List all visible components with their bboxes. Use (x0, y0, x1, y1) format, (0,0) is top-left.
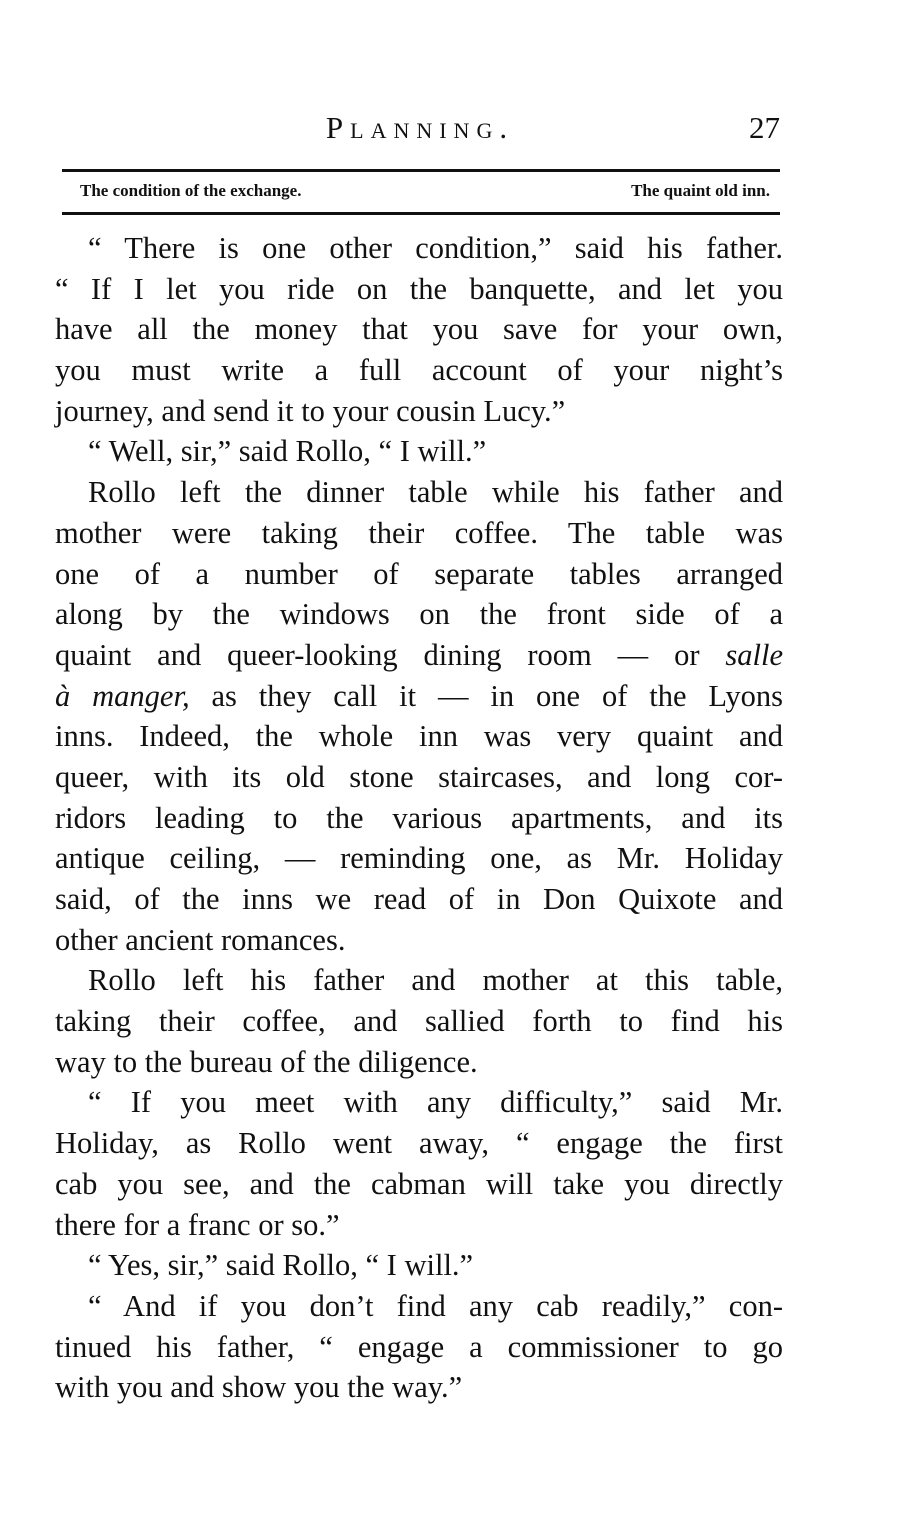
text-line: taking their coffee, and sallied forth to find his (55, 1004, 783, 1039)
text-line: Holiday, as Rollo went away, “ engage the first (55, 1126, 783, 1161)
text-line: have all the money that you save for your own, (55, 312, 783, 347)
text-line: other ancient romances. (55, 922, 346, 957)
text-segment: quaint and queer-looking dining room — or (55, 637, 700, 672)
text-line: queer, with its old stone staircases, and long cor- (55, 759, 783, 794)
text-line: said, of the inns we read of in Don Quixote and (55, 882, 783, 916)
header-rule-top (62, 169, 780, 172)
text-line: way to the bureau of the diligence. (55, 1044, 478, 1079)
text-line: you must write a full account of your night’s (55, 353, 783, 388)
text-line: tinued his father, “ engage a commissioner to go (55, 1329, 783, 1364)
side-notes (80, 178, 770, 204)
body-text (55, 228, 783, 1408)
text-line: one of a number of separate tables arranged (55, 556, 783, 591)
text-line: “ If you meet with any difficulty,” said Mr. (88, 1085, 783, 1120)
text-line: there for a franc or so.” (55, 1207, 340, 1242)
text-line: cab you see, and the cabman will take you directly (55, 1166, 783, 1201)
text-line: with you and show you the way.” (55, 1370, 463, 1405)
running-head (60, 108, 780, 152)
text-line: “ Yes, sir,” said Rollo, “ I will.” (88, 1248, 474, 1283)
text-line: “ Well, sir,” said Rollo, “ I will.” (88, 434, 487, 469)
text-line: Rollo left the dinner table while his father and (88, 475, 783, 510)
text-line: along by the windows on the front side of a (55, 597, 783, 632)
text-line (55, 635, 783, 676)
text-line (55, 676, 783, 717)
text-line: antique ceiling, — reminding one, as Mr. Holiday (55, 841, 783, 876)
text-line: journey, and send it to your cousin Lucy.” (55, 393, 566, 428)
italic-term: à manger, (55, 678, 190, 713)
text-line: “ If I let you ride on the banquette, and let you (55, 271, 783, 306)
text-line: “ There is one other condition,” said his father. (88, 231, 783, 265)
text-line: inns. Indeed, the whole inn was very quaint and (55, 719, 783, 754)
side-note-left: The condition of the exchange. (80, 181, 302, 200)
text-line: “ And if you don’t find any cab readily,” con- (88, 1288, 783, 1323)
text-line: Rollo left his father and mother at this table, (88, 963, 783, 998)
header-rule-bottom (62, 212, 780, 215)
chapter-title: Planning. (325, 110, 515, 145)
text-line: mother were taking their coffee. The table was (55, 515, 783, 550)
text-line: ridors leading to the various apartments, and its (55, 800, 783, 835)
page-number: 27 (749, 110, 780, 145)
text-segment: as they call it — in one of the Lyons (211, 678, 784, 713)
side-note-right: The quaint old inn. (631, 181, 770, 200)
italic-term: salle (725, 637, 784, 672)
